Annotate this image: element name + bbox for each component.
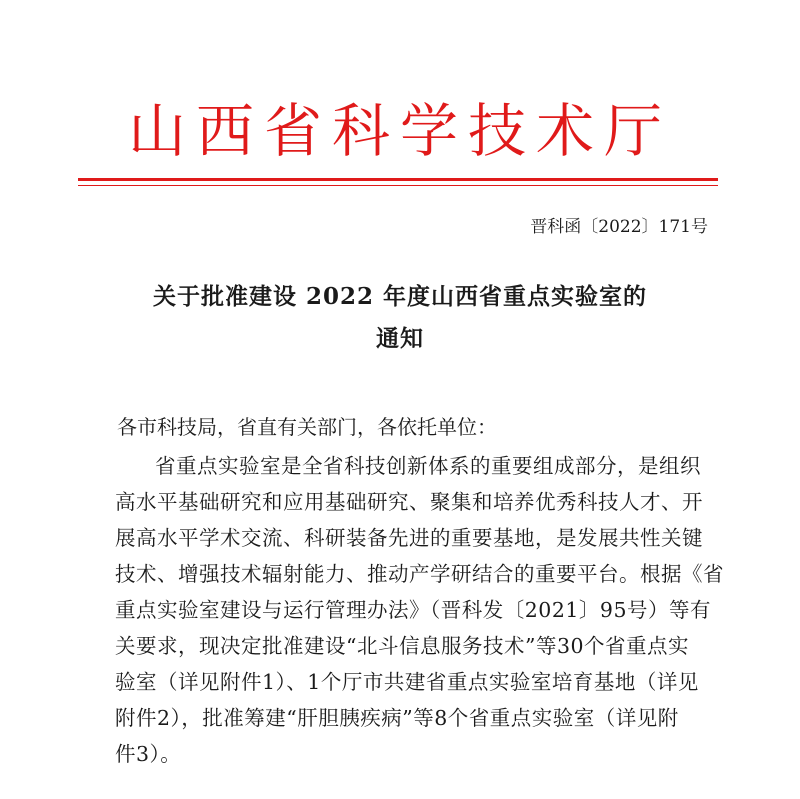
body-line: 重点实验室建设与运行管理办法》（晋科发〔2021〕95号）等有 <box>115 598 712 622</box>
body-line: 验室（详见附件1）、1个厅市共建省重点实验室培育基地（详见 <box>115 670 699 694</box>
body-paragraph <box>115 448 724 772</box>
salutation: 各市科技局，省直有关部门，各依托单位： <box>117 415 497 439</box>
body-line: 件3）。 <box>115 742 182 766</box>
body-line: 附件2），批准筹建“肝胆胰疾病”等8个省重点实验室（详见附 <box>115 706 679 730</box>
body-line: 高水平基础研究和应用基础研究、聚集和培养优秀科技人才、开 <box>115 490 703 514</box>
document-title-line: 关于批准建设 2022 年度山西省重点实验室的 <box>152 283 648 310</box>
body-line: 展高水平学术交流、科研装备先进的重要基地，是发展共性关键 <box>115 526 703 550</box>
document-number: 晋科函〔2022〕171号 <box>530 217 708 237</box>
body-line: 省重点实验室是全省科技创新体系的重要组成部分，是组织 <box>155 454 701 478</box>
issuer-heading: 山西省科学技术厅 <box>127 97 672 165</box>
body-line: 技术、增强技术辐射能力、推动产学研结合的重要平台。根据《省 <box>115 562 724 586</box>
red-header-rule-thin <box>78 185 718 186</box>
document-title-line: 通知 <box>376 325 424 352</box>
document-title <box>80 276 720 360</box>
body-line: 关要求，现决定批准建设“北斗信息服务技术”等30个省重点实 <box>115 634 690 658</box>
red-header-rule-thick <box>78 178 718 181</box>
